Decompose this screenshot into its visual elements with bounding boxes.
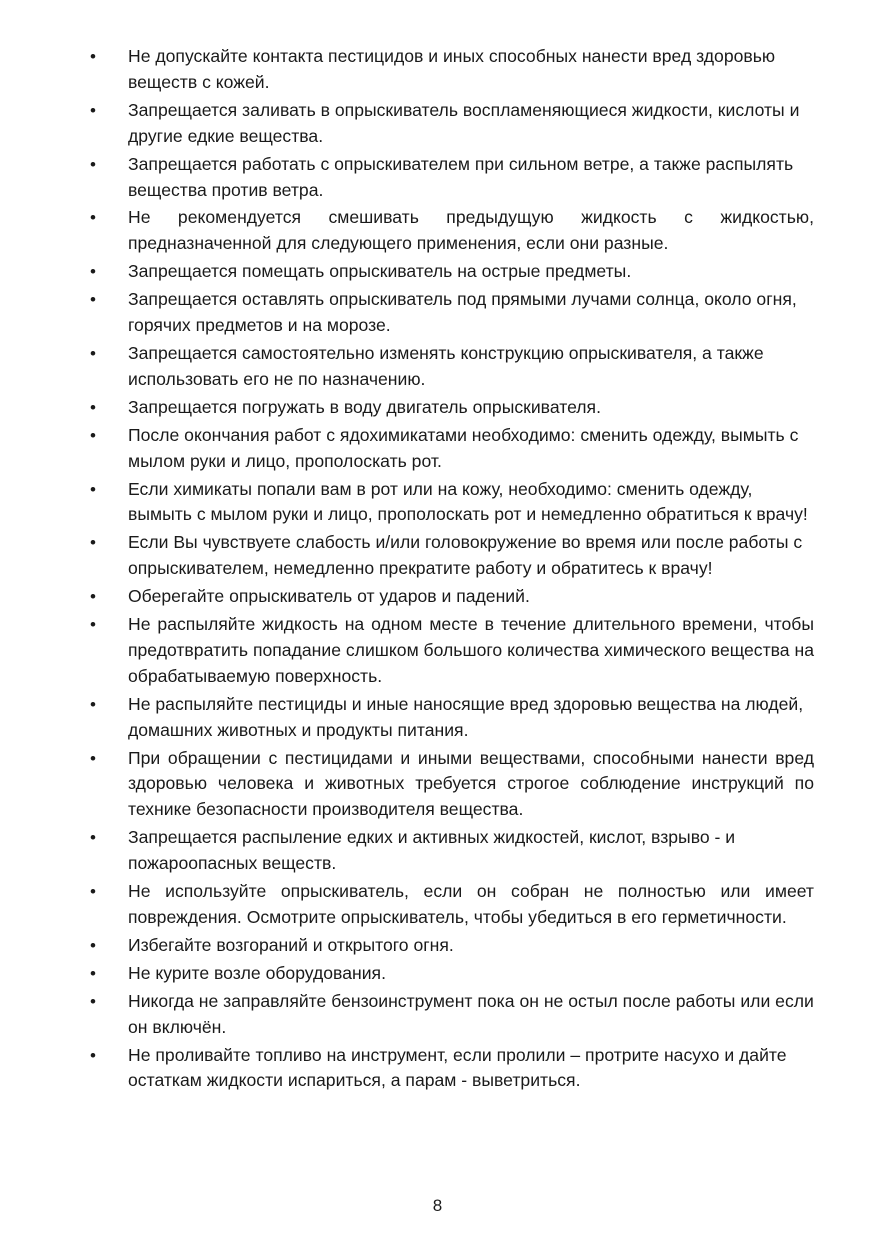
rule-text: Оберегайте опрыскиватель от ударов и падений. bbox=[128, 586, 530, 607]
list-item bbox=[90, 530, 814, 582]
rule-text: При обращении с пестицидами и иными веществами, способными нанести вред здоровью человека и животных требуется строгое соблюдение инструкций по технике безопасности производителя вещества. bbox=[128, 747, 814, 820]
bullet-icon: • bbox=[90, 154, 96, 174]
list-item bbox=[90, 205, 814, 257]
rule-text: Если химикаты попали вам в рот или на кожу, необходимо: сменить одежду, вымыть с мылом руки и лицо, прополоскать рот и немедленно обратиться к врачу! bbox=[128, 478, 808, 525]
rule-text: Никогда не заправляйте бензоинструмент пока он не остыл после работы или если он включён. bbox=[128, 990, 814, 1037]
list-item bbox=[90, 423, 814, 475]
rule-text: Не рекомендуется смешивать предыдущую жидкость с жидкостью, предназначенной для следующего применения, если они разные. bbox=[128, 207, 814, 254]
bullet-icon: • bbox=[90, 935, 96, 955]
list-item bbox=[90, 98, 814, 150]
bullet-icon: • bbox=[90, 533, 96, 553]
list-item bbox=[90, 933, 814, 959]
bullet-icon: • bbox=[90, 262, 96, 282]
bullet-icon: • bbox=[90, 343, 96, 363]
list-item bbox=[90, 477, 814, 529]
bullet-icon: • bbox=[90, 615, 96, 635]
bullet-icon: • bbox=[90, 748, 96, 768]
bullet-icon: • bbox=[90, 100, 96, 120]
rule-text: Не распыляйте пестициды и иные наносящие вред здоровью вещества на людей, домашних животных и продукты питания. bbox=[128, 693, 804, 740]
bullet-icon: • bbox=[90, 479, 96, 499]
list-item bbox=[90, 259, 814, 285]
page-number: 8 bbox=[432, 1196, 443, 1215]
rule-text: Не распыляйте жидкость на одном месте в течение длительного времени, чтобы предотвратить попадание слишком большого количества химического вещества на обрабатываемую поверхность. bbox=[128, 614, 814, 686]
bullet-icon: • bbox=[90, 425, 96, 445]
bullet-icon: • bbox=[90, 882, 96, 902]
bullet-icon: • bbox=[90, 828, 96, 848]
safety-rules-list bbox=[90, 44, 814, 1096]
rule-text: Запрещается оставлять опрыскиватель под прямыми лучами солнца, около огня, горячих предметов и на морозе. bbox=[128, 289, 797, 336]
list-item bbox=[90, 746, 814, 824]
rule-text: Если Вы чувствуете слабость и/или головокружение во время или после работы с опрыскивателем, немедленно прекратите работу и обратитесь к врачу! bbox=[128, 532, 803, 579]
list-item bbox=[90, 692, 814, 744]
bullet-icon: • bbox=[90, 694, 96, 714]
bullet-icon: • bbox=[90, 1045, 96, 1065]
rule-text: Не проливайте топливо на инструмент, если пролили – протрите насухо и дайте остаткам жидкости испариться, а парам - выветриться. bbox=[128, 1044, 787, 1091]
bullet-icon: • bbox=[90, 587, 96, 607]
rule-text: Запрещается погружать в воду двигатель опрыскивателя. bbox=[128, 396, 601, 417]
rule-text: Запрещается помещать опрыскиватель на острые предметы. bbox=[128, 261, 632, 282]
list-item bbox=[90, 1043, 814, 1095]
bullet-icon: • bbox=[90, 208, 96, 228]
list-item bbox=[90, 879, 814, 931]
list-item bbox=[90, 152, 814, 204]
rule-text: Запрещается работать с опрыскивателем при сильном ветре, а также распылять вещества против ветра. bbox=[128, 153, 794, 200]
list-item bbox=[90, 395, 814, 421]
bullet-icon: • bbox=[90, 963, 96, 983]
rule-text: Не допускайте контакта пестицидов и иных способных нанести вред здоровью веществ с кожей. bbox=[128, 46, 776, 92]
bullet-icon: • bbox=[90, 47, 96, 66]
bullet-icon: • bbox=[90, 397, 96, 417]
list-item bbox=[90, 287, 814, 339]
rule-text: Не курите возле оборудования. bbox=[128, 962, 386, 983]
bullet-icon: • bbox=[90, 290, 96, 310]
bullet-icon: • bbox=[90, 991, 96, 1011]
rule-text: Запрещается распыление едких и активных жидкостей, кислот, взрыво - и пожароопасных веществ. bbox=[128, 827, 736, 874]
rule-text: Запрещается самостоятельно изменять конструкцию опрыскивателя, а также использовать его не по назначению. bbox=[128, 342, 764, 389]
list-item bbox=[90, 961, 814, 987]
list-item bbox=[90, 612, 814, 690]
list-item bbox=[90, 825, 814, 877]
rule-text: Избегайте возгораний и открытого огня. bbox=[128, 934, 454, 955]
list-item bbox=[90, 44, 814, 96]
list-item bbox=[90, 989, 814, 1041]
rule-text: Не используйте опрыскиватель, если он собран не полностью или имеет повреждения. Осмотрите опрыскиватель, чтобы убедиться в его герметичности. bbox=[128, 881, 814, 927]
list-item bbox=[90, 341, 814, 393]
rule-text: Запрещается заливать в опрыскиватель воспламеняющиеся жидкости, кислоты и другие едкие вещества. bbox=[128, 99, 800, 146]
list-item bbox=[90, 584, 814, 610]
rule-text: После окончания работ с ядохимикатами необходимо: сменить одежду, вымыть с мылом руки и лицо, прополоскать рот. bbox=[128, 424, 799, 471]
